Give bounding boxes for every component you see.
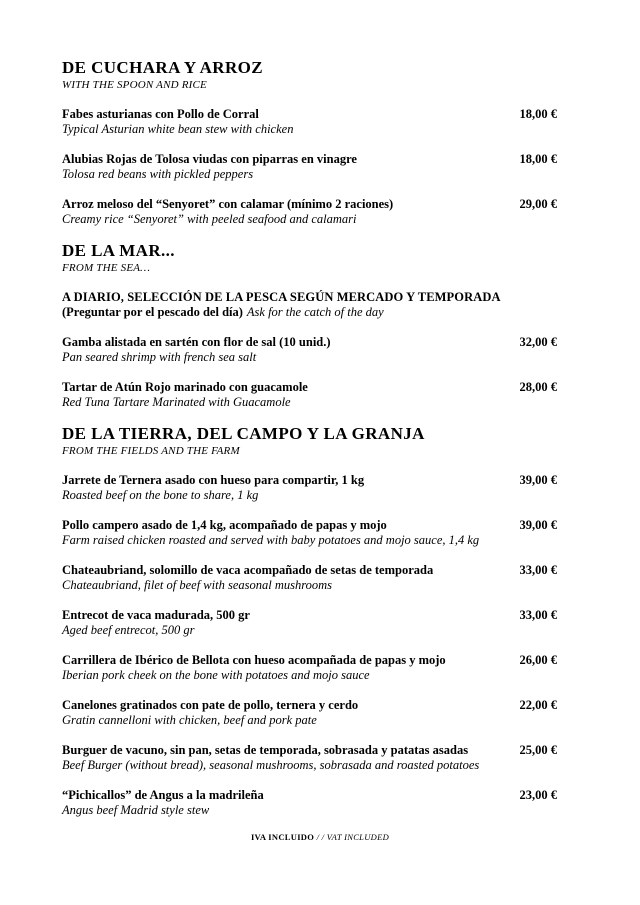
item-description: Roasted beef on the bone to share, 1 kg: [62, 488, 259, 502]
section-title: DE LA MAR...: [62, 241, 175, 260]
menu-item: [62, 788, 557, 818]
section-subtitle: FROM THE FIELDS AND THE FARM: [62, 445, 240, 457]
note-subline-es: (Preguntar por el pescado del día): [62, 305, 243, 319]
item-name: Burguer de vacuno, sin pan, setas de temporada, sobrasada y patatas asadas: [62, 743, 469, 757]
item-line: [62, 743, 557, 758]
item-price: 18,00 €: [519, 152, 557, 166]
section-items: [62, 107, 557, 227]
item-description: Creamy rice “Senyoret” with peeled seafood and calamari: [62, 212, 357, 226]
menu-item: [62, 107, 557, 137]
footer-separator: / /: [316, 832, 325, 842]
menu-item: [62, 518, 557, 548]
item-name: Entrecot de vaca madurada, 500 gr: [62, 608, 250, 622]
item-description: Iberian pork cheek on the bone with potatoes and mojo sauce: [62, 668, 370, 682]
section-items: [62, 473, 557, 818]
menu-item: [62, 152, 557, 182]
item-name: Pollo campero asado de 1,4 kg, acompañado de papas y mojo: [62, 518, 387, 532]
item-name: Jarrete de Ternera asado con hueso para compartir, 1 kg: [62, 473, 365, 487]
item-name: Arroz meloso del “Senyoret” con calamar (mínimo 2 raciones): [62, 197, 394, 211]
item-price: 28,00 €: [519, 380, 557, 394]
item-price: 18,00 €: [519, 107, 557, 121]
item-description: Angus beef Madrid style stew: [62, 803, 210, 817]
item-line: [62, 653, 557, 668]
menu-item: [62, 197, 557, 227]
item-price: 29,00 €: [519, 197, 557, 211]
item-name: “Pichicallos” de Angus a la madrileña: [62, 788, 264, 802]
section-subtitle: FROM THE SEA…: [62, 262, 151, 274]
item-price: 25,00 €: [519, 743, 557, 757]
item-line: [62, 608, 557, 623]
market-fish-note: [62, 290, 557, 320]
section-items: [62, 335, 557, 410]
menu-item: [62, 563, 557, 593]
item-price: 22,00 €: [519, 698, 557, 712]
item-name: Carrillera de Ibérico de Bellota con hueso acompañada de papas y mojo: [62, 653, 446, 667]
item-name: Gamba alistada en sartén con flor de sal (10 unid.): [62, 335, 331, 349]
item-price: 33,00 €: [519, 563, 557, 577]
item-line: [62, 698, 557, 713]
item-price: 39,00 €: [519, 518, 557, 532]
item-line: [62, 335, 557, 350]
item-price: 33,00 €: [519, 608, 557, 622]
menu-section: [62, 58, 557, 227]
menu-item: [62, 698, 557, 728]
item-description: Aged beef entrecot, 500 gr: [62, 623, 195, 637]
note-subline: [62, 305, 557, 320]
section-title: DE CUCHARA Y ARROZ: [62, 58, 263, 77]
menu-item: [62, 380, 557, 410]
menu-sections: [62, 58, 557, 818]
section-title: DE LA TIERRA, DEL CAMPO Y LA GRANJA: [62, 424, 425, 443]
item-line: [62, 380, 557, 395]
item-name: Canelones gratinados con pate de pollo, ternera y cerdo: [62, 698, 359, 712]
vat-included-en: VAT INCLUDED: [326, 832, 390, 842]
item-description: Red Tuna Tartare Marinated with Guacamole: [62, 395, 291, 409]
item-line: [62, 152, 557, 167]
item-description: Chateaubriand, filet of beef with seasonal mushrooms: [62, 578, 333, 592]
item-name: Alubias Rojas de Tolosa viudas con piparras en vinagre: [62, 152, 357, 166]
item-description: Typical Asturian white bean stew with chicken: [62, 122, 294, 136]
vat-included-es: IVA INCLUIDO: [250, 832, 315, 842]
item-price: 32,00 €: [519, 335, 557, 349]
menu-item: [62, 653, 557, 683]
item-price: 39,00 €: [519, 473, 557, 487]
item-description: Tolosa red beans with pickled peppers: [62, 167, 254, 181]
item-description: Pan seared shrimp with french sea salt: [62, 350, 257, 364]
section-subtitle: WITH THE SPOON AND RICE: [62, 79, 207, 91]
menu-section: [62, 241, 557, 410]
item-line: [62, 197, 557, 212]
item-line: [62, 518, 557, 533]
item-line: [62, 563, 557, 578]
menu-item: [62, 473, 557, 503]
menu-item: [62, 743, 557, 773]
item-description: Farm raised chicken roasted and served with baby potatoes and mojo sauce, 1,4 kg: [62, 533, 480, 547]
item-price: 26,00 €: [519, 653, 557, 667]
item-name: Tartar de Atún Rojo marinado con guacamole: [62, 380, 308, 394]
item-line: [62, 788, 557, 803]
item-name: Fabes asturianas con Pollo de Corral: [62, 107, 259, 121]
vat-footer: [0, 832, 640, 842]
menu-item: [62, 608, 557, 638]
menu-section: [62, 424, 557, 818]
menu-item: [62, 335, 557, 365]
note-headline: A DIARIO, SELECCIÓN DE LA PESCA SEGÚN MERCADO Y TEMPORADA: [62, 290, 501, 304]
item-line: [62, 473, 557, 488]
item-description: Gratin cannelloni with chicken, beef and pork pate: [62, 713, 317, 727]
item-line: [62, 107, 557, 122]
note-subline-en: Ask for the catch of the day: [246, 305, 384, 319]
item-description: Beef Burger (without bread), seasonal mushrooms, sobrasada and roasted potatoes: [62, 758, 480, 772]
item-price: 23,00 €: [519, 788, 557, 802]
item-name: Chateaubriand, solomillo de vaca acompañado de setas de temporada: [62, 563, 434, 577]
